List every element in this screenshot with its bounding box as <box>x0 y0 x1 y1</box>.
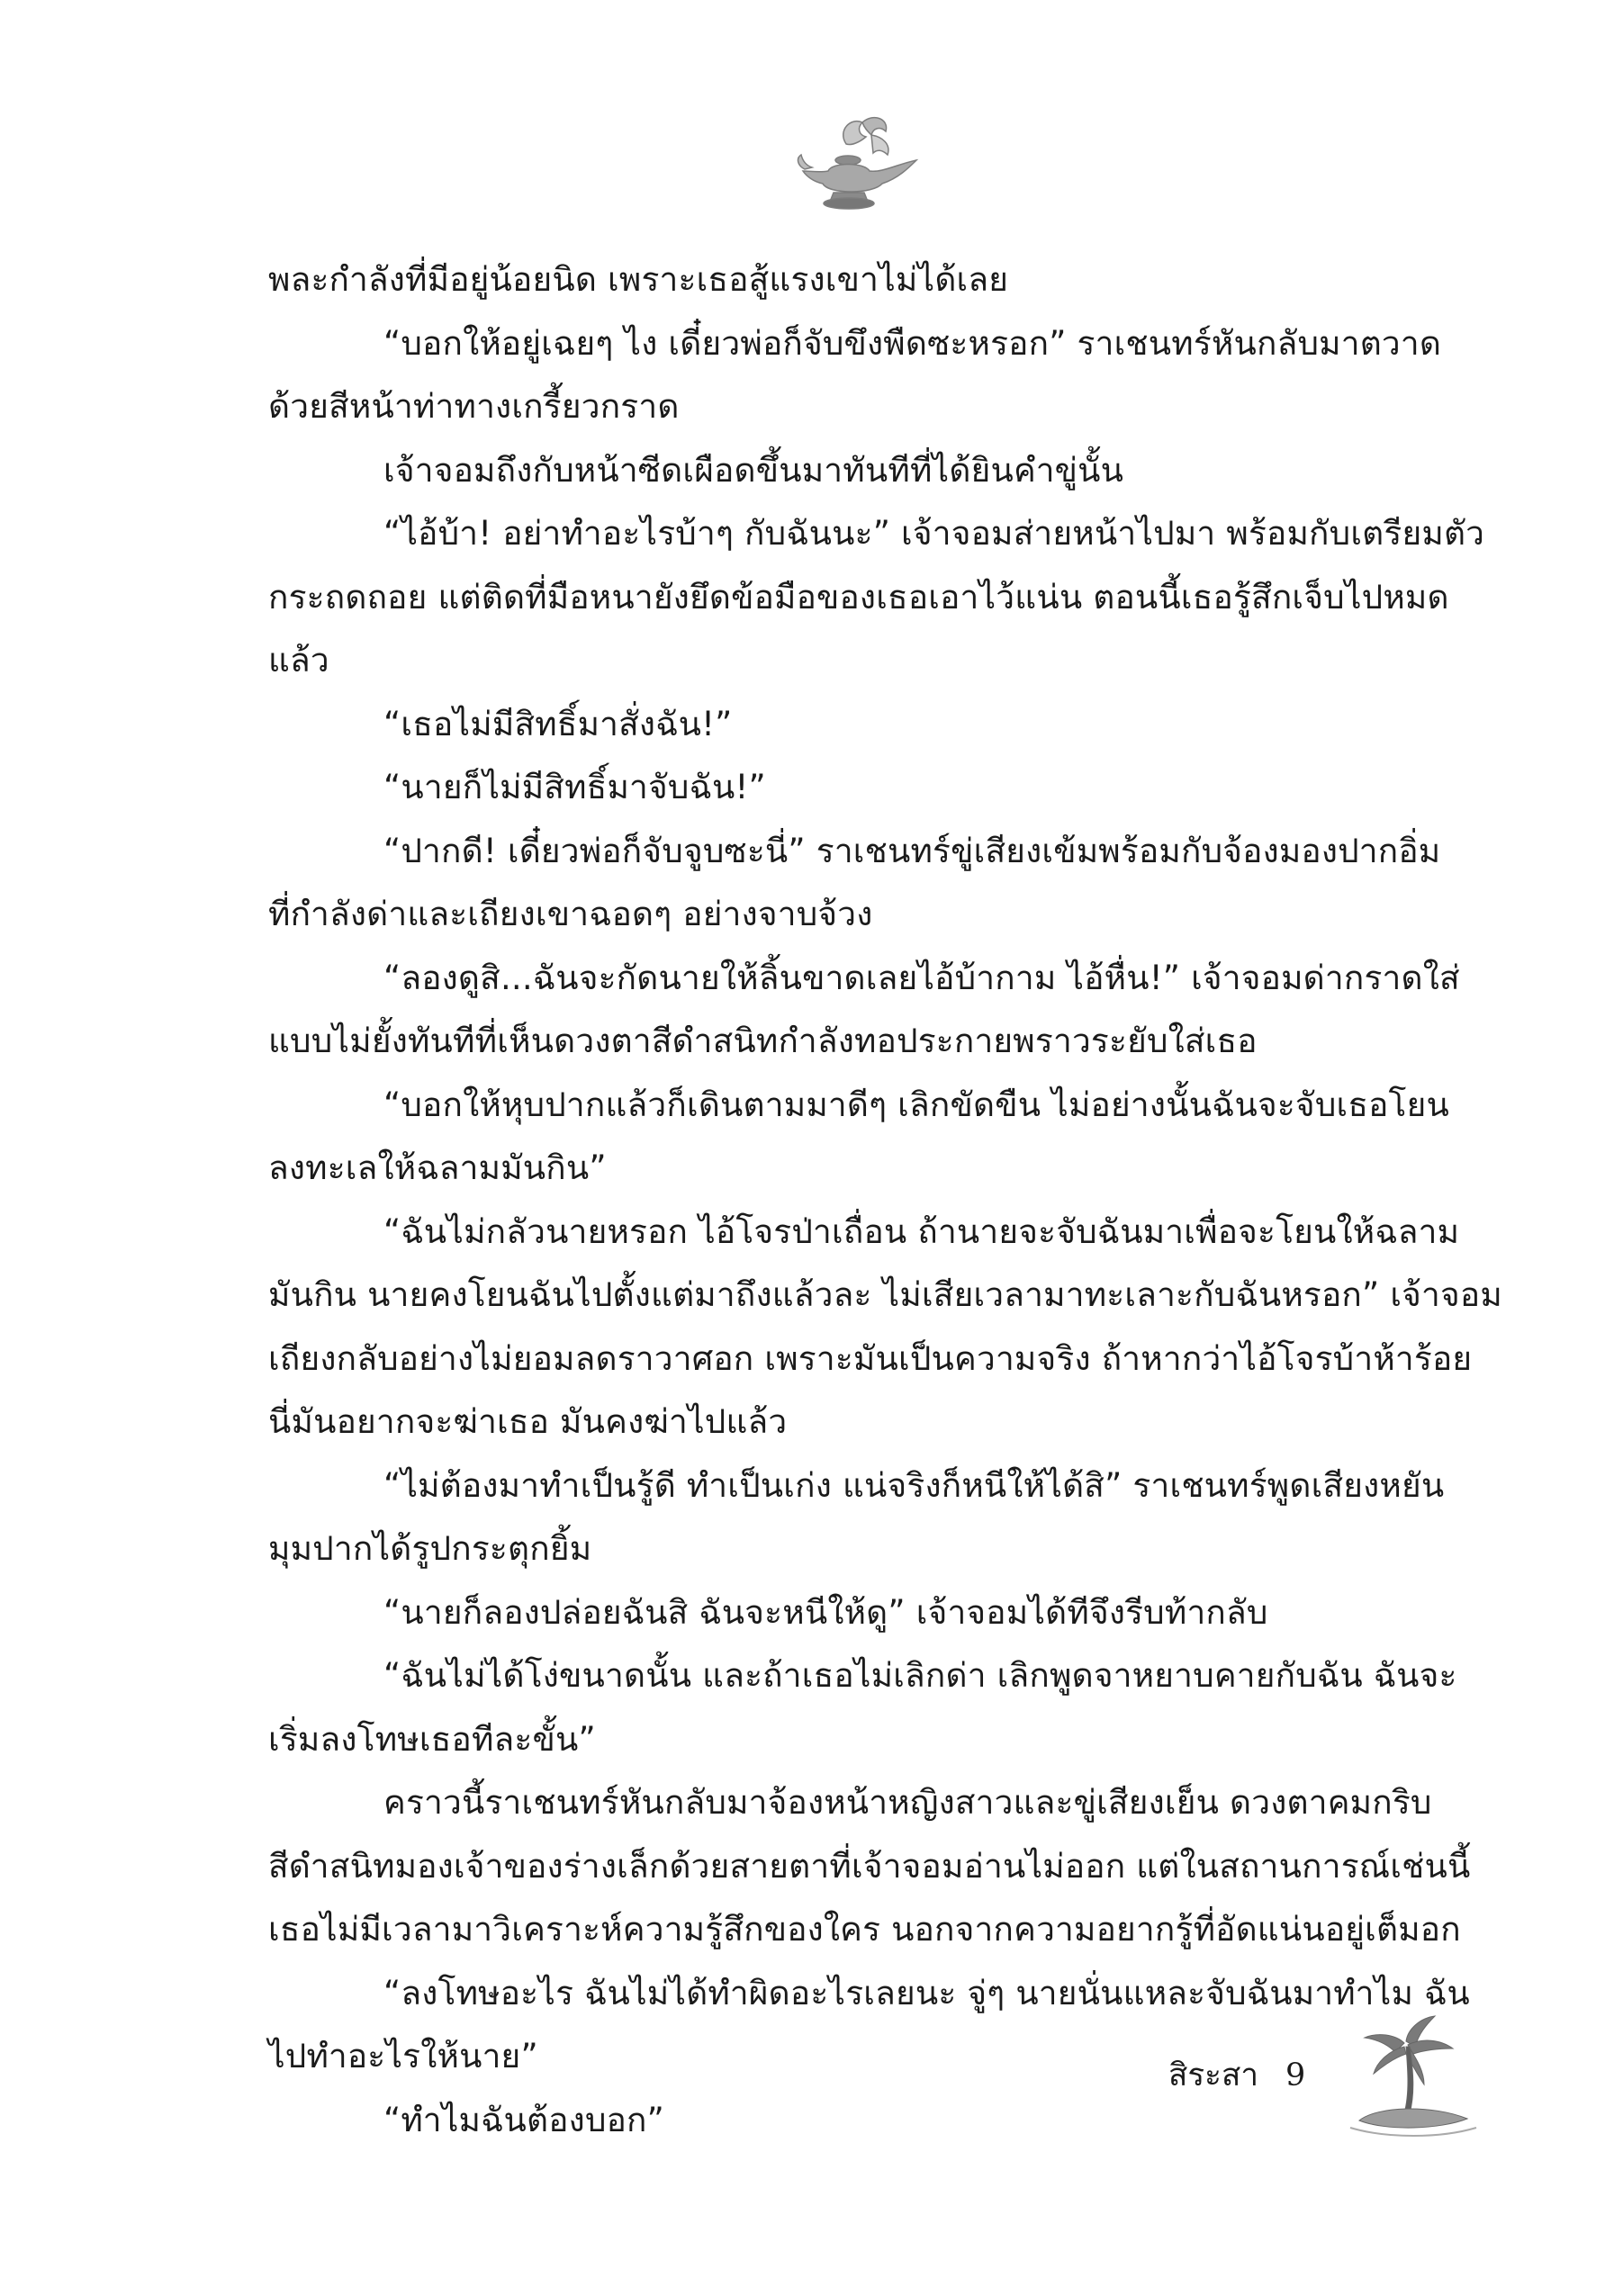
text-line: ลงทะเลให้ฉลามมันกิน” <box>268 1148 607 1187</box>
text-line: นี่มันอยากจะฆ่าเธอ มันคงฆ่าไปแล้ว <box>268 1402 788 1441</box>
text-line: “นายก็ไม่มีสิทธิ์มาจับฉัน!” <box>383 768 766 806</box>
text-line: “บอกให้หุบปากแล้วก็เดินตามมาดีๆ เลิกขัดขืน ไม่อย่างนั้นฉันจะจับเธอโยน <box>383 1085 1449 1124</box>
palm-island-icon <box>1341 2007 1485 2151</box>
text-line: เริ่มลงโทษเธอทีละขั้น” <box>268 1719 596 1759</box>
text-line: ด้วยสีหน้าท่าทางเกรี้ยวกราด <box>268 387 680 426</box>
text-line: “ไอ้บ้า! อย่าทำอะไรบ้าๆ กับฉันนะ” เจ้าจอมส่ายหน้าไปมา พร้อมกับเตรียมตัว <box>383 514 1485 553</box>
text-line: เถียงกลับอย่างไม่ยอมลดราวาศอก เพราะมันเป็นความจริง ถ้าหากว่าไอ้โจรบ้าห้าร้อย <box>268 1338 1473 1378</box>
text-line: “ลองดูสิ...ฉันจะกัดนายให้ลิ้นขาดเลยไอ้บ้ากาม ไอ้หื่น!” เจ้าจอมด่ากราดใส่ <box>383 958 1460 997</box>
text-line: กระถดถอย แต่ติดที่มือหนายังยึดข้อมือของเธอเอาไว้แน่น ตอนนี้เธอรู้สึกเจ็บไปหมด <box>268 577 1449 617</box>
text-line: พละกำลังที่มีอยู่น้อยนิด เพราะเธอสู้แรงเขาไม่ได้เลย <box>268 260 1009 299</box>
text-line: คราวนี้ราเชนทร์หันกลับมาจ้องหน้าหญิงสาวและขู่เสียงเย็น ดวงตาคมกริบ <box>383 1783 1432 1822</box>
text-line: เธอไม่มีเวลามาวิเคราะห์ความรู้สึกของใคร นอกจากความอยากรู้ที่อัดแน่นอยู่เต็มอก <box>268 1910 1461 1949</box>
text-line: “ฉันไม่กลัวนายหรอก ไอ้โจรป่าเถื่อน ถ้านายจะจับฉันมาเพื่อจะโยนให้ฉลาม <box>383 1211 1460 1251</box>
text-line: แล้ว <box>268 641 329 680</box>
text-line: “ไม่ต้องมาทำเป็นรู้ดี ทำเป็นเก่ง แน่จริงก็หนีให้ได้สิ” ราเชนทร์พูดเสียงหยัน <box>383 1465 1445 1505</box>
text-line: เจ้าจอมถึงกับหน้าซีดเผือดขึ้นมาทันทีที่ได้ยินคำขู่นั้น <box>383 450 1124 490</box>
text-line: “เธอไม่มีสิทธิ์มาสั่งฉัน!” <box>383 704 733 743</box>
text-line: มันกิน นายคงโยนฉันไปตั้งแต่มาถึงแล้วละ ไม่เสียเวลามาทะเลาะกับฉันหรอก” เจ้าจอม <box>268 1275 1502 1314</box>
text-line: “ปากดี! เดี๋ยวพ่อก็จับจูบซะนี่” ราเชนทร์ขู่เสียงเข้มพร้อมกับจ้องมองปากอิ่ม <box>383 831 1441 870</box>
book-title: สิระสา <box>1168 2057 1258 2093</box>
page-number: 9 <box>1285 2057 1306 2093</box>
magic-lamp-icon <box>792 108 927 225</box>
text-line: มุมปากได้รูปกระตุกยิ้ม <box>268 1529 592 1568</box>
text-line: “ลงโทษอะไร ฉันไม่ได้ทำผิดอะไรเลยนะ จู่ๆ นายนั่นแหละจับฉันมาทำไม ฉัน <box>383 1973 1470 2012</box>
text-line: สีดำสนิทมองเจ้าของร่างเล็กด้วยสายตาที่เจ้าจอมอ่านไม่ออก แต่ในสถานการณ์เช่นนี้ <box>268 1846 1471 1886</box>
text-line: ไปทำอะไรให้นาย” <box>268 2037 538 2075</box>
text-line: “ทำไมฉันต้องบอก” <box>383 2100 665 2139</box>
text-line: “บอกให้อยู่เฉยๆ ไง เดี๋ยวพ่อก็จับขึงพืดซะหรอก” ราเชนทร์หันกลับมาตวาด <box>383 323 1442 363</box>
text-line: “ฉันไม่ได้โง่ขนาดนั้น และถ้าเธอไม่เลิกด่า เลิกพูดจาหยาบคายกับฉัน ฉันจะ <box>383 1656 1457 1695</box>
text-line: แบบไม่ยั้งทันทีที่เห็นดวงตาสีดำสนิทกำลังทอประกายพราวระยับใส่เธอ <box>268 1022 1258 1060</box>
text-line: “นายก็ลองปล่อยฉันสิ ฉันจะหนีให้ดู” เจ้าจอมได้ทีจึงรีบท้ากลับ <box>383 1592 1268 1632</box>
text-line: ที่กำลังด่าและเถียงเขาฉอดๆ อย่างจาบจ้วง <box>268 895 873 933</box>
body-text <box>268 248 1502 2152</box>
